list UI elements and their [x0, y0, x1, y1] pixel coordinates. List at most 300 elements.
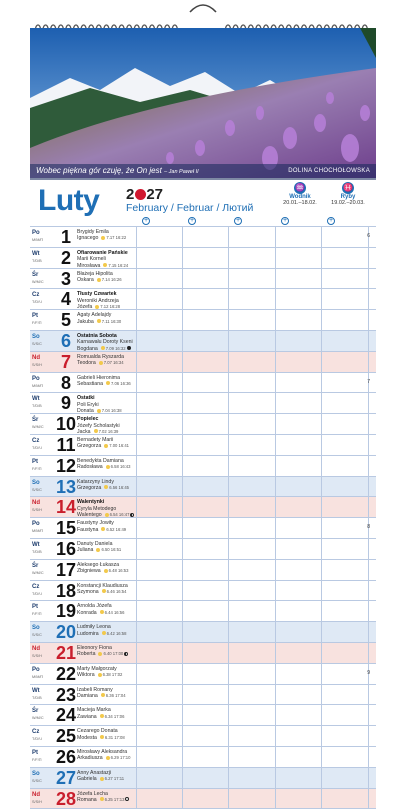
- column-divider: [228, 747, 229, 767]
- day-number: 21: [56, 642, 77, 663]
- column-divider: [368, 768, 369, 788]
- year-label: 2 27: [126, 186, 164, 203]
- column-divider: [228, 352, 229, 372]
- sunrise-sunset: 6.52 16:49: [101, 527, 126, 532]
- name-day-line: Gabriela 6.27 17:11: [77, 776, 125, 783]
- column-divider: [275, 581, 276, 601]
- add-column-icon[interactable]: +: [282, 217, 288, 224]
- day-row: [30, 477, 376, 498]
- day-number: 7: [60, 351, 71, 372]
- name-day-line: Bernadety Marii: [77, 436, 114, 443]
- column-divider: [136, 456, 137, 476]
- column-divider: [368, 435, 369, 455]
- moon-phase-icon: [125, 797, 129, 801]
- column-divider: [136, 685, 137, 705]
- weekday-abbreviations: S/S/C: [32, 341, 42, 346]
- column-divider: [136, 726, 137, 746]
- name-day-line: Mirosławy Aleksandra: [77, 748, 128, 755]
- photo-quote: Wobec piękna gór czuję, że On jest – Jan Paweł II: [36, 166, 199, 175]
- name-day-line: Mirosława 7.15 16:24: [77, 262, 129, 269]
- column-divider: [321, 393, 322, 413]
- zodiac-aquarius: ♒ Wodnik 20.01.–18.02.: [283, 183, 317, 206]
- name-days: [77, 375, 131, 388]
- name-day-line: Konrada 6.44 16:56: [77, 609, 125, 616]
- name-day-line: Oskara 7.14 16:26: [77, 277, 122, 283]
- column-divider: [368, 269, 369, 289]
- name-days: [77, 271, 122, 284]
- day-number: 5: [60, 310, 71, 331]
- weekday-label: So: [32, 333, 40, 340]
- name-day-line: Wiktora 6.38 17:02: [77, 672, 123, 679]
- column-divider: [228, 664, 229, 684]
- weekday-label: So: [32, 479, 40, 486]
- add-column-icon[interactable]: +: [143, 217, 149, 224]
- name-day-line: Macieja Marka: [77, 707, 111, 714]
- sunrise-sunset: 6.40 17:00: [98, 651, 123, 656]
- name-day-line: Jakuba 7.11 16:30: [77, 318, 122, 325]
- column-divider: [275, 685, 276, 705]
- column-divider: [182, 373, 183, 393]
- column-divider: [321, 352, 322, 372]
- name-day-line: Józefy Scholastyki: [77, 422, 120, 429]
- column-divider: [182, 289, 183, 309]
- sunrise-sunset: 7.14 16:26: [97, 277, 122, 282]
- name-days: [77, 645, 128, 658]
- column-divider: [275, 435, 276, 455]
- sunrise-sunset: 6.27 17:11: [100, 776, 124, 781]
- day-row: [30, 622, 376, 643]
- moon-phase-icon: [127, 346, 131, 350]
- day-rows: [30, 227, 376, 809]
- day-row: [30, 269, 376, 290]
- name-days: [77, 354, 124, 367]
- column-divider: [275, 289, 276, 309]
- weekday-abbreviations: F/F/П: [32, 466, 42, 471]
- column-divider: [368, 289, 369, 309]
- column-divider: [228, 393, 229, 413]
- column-divider: [228, 768, 229, 788]
- column-divider: [368, 581, 369, 601]
- column-divider: [182, 560, 183, 580]
- weekday-abbreviations: W/M/C: [32, 425, 44, 430]
- column-divider: [228, 539, 229, 559]
- quote-bar: [30, 164, 376, 180]
- day-number: 10: [56, 414, 77, 435]
- name-day-line: Ignacego 7.17 16:22: [77, 235, 127, 242]
- day-row: [30, 664, 376, 685]
- column-divider: [228, 477, 229, 497]
- name-days: [77, 666, 122, 679]
- name-day-line: Agaty Adelajdy: [77, 312, 112, 319]
- column-divider: [182, 664, 183, 684]
- column-divider: [136, 393, 137, 413]
- column-divider: [228, 643, 229, 663]
- column-divider: [275, 539, 276, 559]
- name-day-line: Józefa Lecha: [77, 790, 108, 797]
- column-divider: [275, 269, 276, 289]
- column-divider: [136, 560, 137, 580]
- column-divider: [321, 789, 322, 809]
- column-divider: [321, 331, 322, 351]
- name-day-line: Damiana 6.36 17:04: [77, 692, 126, 699]
- name-days: [77, 791, 129, 804]
- column-divider: [275, 726, 276, 746]
- weekday-abbreviations: S/S/H: [32, 362, 42, 367]
- day-row: [30, 685, 376, 706]
- sunrise-sunset: 6.25 17:13: [100, 797, 125, 802]
- day-row: [30, 560, 376, 581]
- column-divider: [321, 456, 322, 476]
- column-divider: [136, 518, 137, 538]
- column-divider: [321, 622, 322, 642]
- day-row: [30, 331, 376, 352]
- weekday-label: Wt: [32, 687, 40, 694]
- column-divider: [275, 601, 276, 621]
- sunrise-sunset: 6.38 17:02: [98, 672, 123, 677]
- column-divider: [275, 393, 276, 413]
- sunrise-sunset: 6.42 16:58: [102, 631, 127, 636]
- column-divider: [275, 373, 276, 393]
- day-row: [30, 289, 376, 310]
- name-days: [77, 479, 129, 492]
- weekday-abbreviations: T/D/Ч: [32, 445, 42, 450]
- column-divider: [275, 227, 276, 247]
- column-divider: [136, 289, 137, 309]
- column-divider: [228, 560, 229, 580]
- column-divider: [182, 789, 183, 809]
- weekday-abbreviations: S/S/C: [32, 633, 42, 638]
- day-number: 18: [56, 580, 77, 601]
- column-divider: [182, 310, 183, 330]
- weekday-label: Nd: [32, 645, 40, 652]
- column-divider: [368, 705, 369, 725]
- week-number: 6: [367, 233, 370, 239]
- moon-phase-icon: [130, 513, 134, 517]
- column-divider: [275, 622, 276, 642]
- column-divider: [136, 747, 137, 767]
- column-divider: [136, 373, 137, 393]
- column-divider: [228, 581, 229, 601]
- column-divider: [321, 768, 322, 788]
- weekday-abbreviations: T/D/B: [32, 404, 42, 409]
- day-number: 8: [60, 372, 71, 393]
- column-divider: [275, 331, 276, 351]
- weekday-label: Śr: [32, 562, 39, 569]
- weekday-abbreviations: F/F/П: [32, 321, 42, 326]
- name-day-line: Benedykta Damiana: [77, 457, 124, 464]
- column-divider: [368, 685, 369, 705]
- weekday-label: Wt: [32, 541, 40, 548]
- day-row: [30, 414, 376, 435]
- sunrise-sunset: 7.09 16:32: [101, 346, 126, 351]
- weekday-label: Po: [32, 375, 40, 382]
- column-divider: [321, 310, 322, 330]
- day-row: [30, 789, 376, 810]
- name-days: [77, 291, 120, 310]
- day-row: [30, 747, 376, 768]
- column-divider: [321, 664, 322, 684]
- column-divider: [321, 705, 322, 725]
- column-header: [30, 216, 376, 227]
- column-divider: [368, 601, 369, 621]
- name-day-line: Poli Eryki: [77, 401, 99, 408]
- weekday-label: Po: [32, 230, 40, 236]
- name-day-line: Aleksego Łukasza: [77, 561, 120, 568]
- column-divider: [182, 269, 183, 289]
- column-divider: [275, 664, 276, 684]
- column-divider: [275, 310, 276, 330]
- column-divider: [321, 269, 322, 289]
- day-row: [30, 435, 376, 456]
- weekday-label: Pt: [32, 458, 38, 465]
- sunrise-sunset: 6.29 17:10: [106, 755, 131, 760]
- day-number: 27: [56, 767, 77, 788]
- day-number: 9: [60, 393, 71, 414]
- column-divider: [136, 352, 137, 372]
- column-divider: [368, 747, 369, 767]
- weekday-label: Śr: [32, 708, 39, 715]
- column-divider: [228, 310, 229, 330]
- column-divider: [182, 768, 183, 788]
- name-day-line: Zawiana 6.34 17:06: [77, 713, 125, 720]
- day-row: [30, 248, 376, 269]
- column-divider: [368, 352, 369, 372]
- column-divider: [228, 601, 229, 621]
- day-number: 15: [56, 518, 77, 539]
- name-days: [77, 583, 128, 596]
- name-day-line: Teodora 7.07 16:34: [77, 360, 124, 367]
- add-column-icon[interactable]: +: [235, 217, 241, 224]
- day-row: [30, 726, 376, 747]
- name-days: [77, 624, 126, 637]
- column-divider: [368, 622, 369, 642]
- day-number: 16: [56, 538, 77, 559]
- sunrise-sunset: 6.56 16:45: [104, 485, 129, 490]
- day-row: [30, 393, 376, 414]
- column-divider: [321, 560, 322, 580]
- name-days: [77, 437, 129, 450]
- name-days: [77, 312, 121, 325]
- column-divider: [182, 227, 183, 247]
- column-divider: [275, 456, 276, 476]
- column-divider: [228, 726, 229, 746]
- name-day-line: Eleonory Fiona: [77, 644, 112, 651]
- weekday-label: Cz: [32, 729, 40, 736]
- name-days: [77, 250, 128, 269]
- day-row: [30, 601, 376, 622]
- name-day-line: Walentynki: [77, 499, 105, 506]
- column-divider: [321, 414, 322, 434]
- name-day-line: Juliana 6.50 16:51: [77, 547, 122, 554]
- column-divider: [136, 248, 137, 268]
- day-row: [30, 539, 376, 560]
- day-row: [30, 227, 376, 248]
- column-divider: [368, 414, 369, 434]
- column-divider: [321, 685, 322, 705]
- column-divider: [228, 622, 229, 642]
- name-day-line: Jacka 7.02 16:39: [77, 428, 119, 435]
- column-divider: [182, 643, 183, 663]
- column-divider: [368, 726, 369, 746]
- column-divider: [228, 289, 229, 309]
- weekday-abbreviations: T/D/Ч: [32, 737, 42, 742]
- column-divider: [275, 560, 276, 580]
- column-divider: [228, 435, 229, 455]
- weekday-label: Pt: [32, 313, 38, 320]
- sunrise-sunset: 6.36 17:04: [101, 693, 126, 698]
- column-divider: [368, 539, 369, 559]
- weekday-abbreviations: T/D/B: [32, 549, 42, 554]
- pisces-icon: ♓: [343, 183, 353, 192]
- weekday-abbreviations: F/F/П: [32, 612, 42, 617]
- column-divider: [321, 435, 322, 455]
- column-divider: [136, 310, 137, 330]
- sunrise-sunset: 7.11 16:30: [97, 319, 121, 324]
- weekday-label: Cz: [32, 292, 40, 299]
- weekday-abbreviations: T/D/B: [32, 258, 42, 263]
- weekday-label: Wt: [32, 396, 40, 403]
- column-divider: [136, 581, 137, 601]
- name-days: [77, 749, 130, 762]
- day-number: 1: [60, 227, 71, 247]
- name-day-line: Katarzyny Lindy: [77, 478, 114, 485]
- column-divider: [228, 331, 229, 351]
- weekday-label: Nd: [32, 500, 40, 507]
- day-row: [30, 643, 376, 664]
- column-divider: [275, 414, 276, 434]
- name-day-line: Popielec: [77, 416, 99, 423]
- column-divider: [182, 518, 183, 538]
- column-divider: [228, 414, 229, 434]
- sunrise-sunset: 6.31 17:08: [100, 735, 125, 740]
- sunrise-sunset: 7.15 16:24: [103, 263, 128, 268]
- column-divider: [368, 477, 369, 497]
- column-divider: [321, 248, 322, 268]
- week-number: 7: [367, 378, 370, 385]
- add-column-icon[interactable]: +: [328, 217, 334, 224]
- day-number: 26: [56, 746, 77, 767]
- column-divider: [182, 248, 183, 268]
- column-divider: [136, 435, 137, 455]
- sunrise-sunset: 6.46 16:54: [102, 589, 127, 594]
- week-number: 8: [367, 524, 370, 531]
- name-day-line: Marii Korneli: [77, 256, 106, 263]
- column-divider: [182, 331, 183, 351]
- column-divider: [182, 352, 183, 372]
- calendar-grid: [30, 216, 376, 809]
- column-divider: [368, 560, 369, 580]
- name-day-line: Błażeja Hipolita: [77, 270, 113, 277]
- weekday-label: Śr: [32, 271, 39, 278]
- column-divider: [136, 622, 137, 642]
- day-number: 14: [56, 497, 77, 518]
- day-number: 24: [56, 705, 77, 726]
- weekday-abbreviations: F/F/П: [32, 757, 42, 762]
- column-divider: [228, 456, 229, 476]
- name-days: [77, 333, 133, 352]
- column-divider: [136, 768, 137, 788]
- column-divider: [321, 289, 322, 309]
- column-divider: [228, 789, 229, 809]
- column-divider: [182, 497, 183, 517]
- name-day-line: Grzegorza 7.00 16:41: [77, 443, 130, 450]
- day-number: 13: [56, 476, 77, 497]
- name-day-line: Karnawału Doroty Kseni: [77, 339, 133, 346]
- column-divider: [275, 643, 276, 663]
- name-day-line: Arnolda Józefa: [77, 603, 112, 610]
- day-number: 25: [56, 726, 77, 747]
- name-day-line: Tłusty Czwartek: [77, 291, 117, 298]
- weekday-abbreviations: S/S/H: [32, 653, 42, 658]
- column-divider: [136, 497, 137, 517]
- column-divider: [182, 539, 183, 559]
- column-divider: [321, 581, 322, 601]
- name-day-line: Marty Małgorzaty: [77, 665, 117, 672]
- column-divider: [275, 768, 276, 788]
- weekday-label: Śr: [32, 417, 39, 424]
- name-day-line: Modesta 6.31 17:08: [77, 734, 125, 741]
- day-row: [30, 768, 376, 789]
- month-names: February / Februar / Лютий: [126, 202, 254, 214]
- add-column-icon[interactable]: +: [189, 217, 195, 224]
- name-day-line: Grzegorza 6.56 16:45: [77, 484, 130, 491]
- name-day-line: Arkadiusza 6.29 17:10: [77, 755, 131, 762]
- column-divider: [275, 352, 276, 372]
- day-row: [30, 497, 376, 518]
- sunrise-sunset: 6.50 16:51: [96, 547, 121, 552]
- name-day-line: Ludmiły Leona: [77, 624, 111, 631]
- name-day-line: Szymona 6.46 16:54: [77, 588, 127, 595]
- column-divider: [228, 227, 229, 247]
- name-day-line: Weroniki Andrzeja: [77, 297, 119, 304]
- name-day-line: Ofiarowanie Pańskie: [77, 249, 128, 256]
- day-row: [30, 456, 376, 477]
- column-divider: [228, 269, 229, 289]
- column-divider: [182, 747, 183, 767]
- day-number: 2: [60, 247, 71, 268]
- name-days: [77, 520, 126, 533]
- column-divider: [228, 373, 229, 393]
- sunrise-sunset: 7.12 16:28: [95, 304, 120, 309]
- name-days: [77, 728, 125, 741]
- weekday-abbreviations: T/D/Ч: [32, 591, 42, 596]
- name-days: [77, 707, 124, 720]
- name-day-line: Zbigniewa 6.48 16:53: [77, 568, 129, 575]
- column-divider: [182, 477, 183, 497]
- day-number: 23: [56, 684, 77, 705]
- column-divider: [136, 227, 137, 247]
- day-number: 22: [56, 663, 77, 684]
- day-number: 12: [56, 455, 77, 476]
- column-divider: [182, 393, 183, 413]
- name-day-line: Danuty Daniela: [77, 540, 113, 547]
- sunrise-sunset: 7.17 16:22: [101, 235, 126, 240]
- name-days: [77, 603, 124, 616]
- moon-phase-icon: [124, 652, 128, 656]
- column-divider: [182, 726, 183, 746]
- weekday-abbreviations: M/M/П: [32, 383, 44, 388]
- weekday-abbreviations: M/M/П: [32, 674, 44, 679]
- column-divider: [228, 518, 229, 538]
- day-number: 4: [60, 289, 71, 310]
- sunrise-sunset: 7.02 16:39: [94, 429, 119, 434]
- column-divider: [321, 373, 322, 393]
- column-divider: [136, 601, 137, 621]
- day-number: 3: [60, 268, 71, 289]
- sunrise-sunset: 6.54 16:47: [105, 512, 130, 517]
- column-divider: [368, 789, 369, 809]
- day-number: 17: [56, 559, 77, 580]
